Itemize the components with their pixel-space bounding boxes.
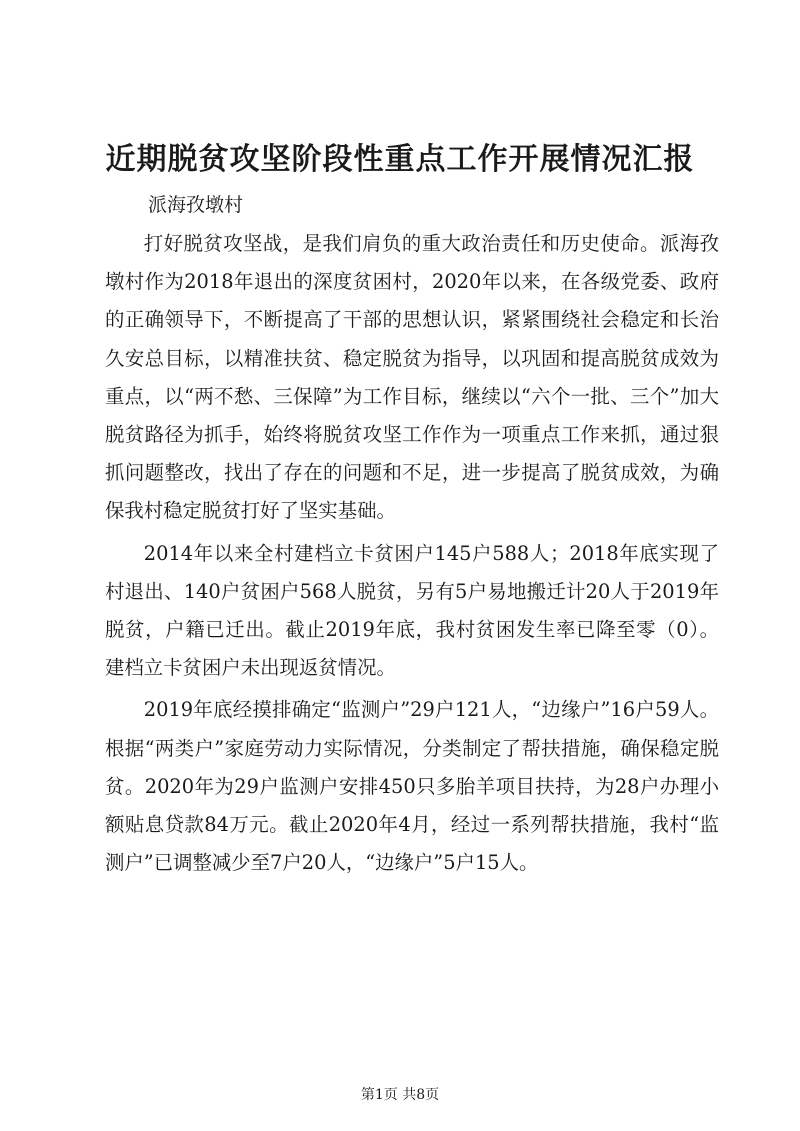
document-title: 近期脱贫攻坚阶段性重点工作开展情况汇报 bbox=[105, 142, 695, 177]
paragraph: 2019年底经摸排确定“监测户”29户121人，“边缘户”16户59人。根据“两类户”家庭劳动力实际情况，分类制定了帮扶措施，确保稳定脱贫。2020年为29户监测户安排450只多胎羊项目扶持，为28户办理小额贴息贷款84万元。截止2020年4月，经过一系列帮扶措施，我村“监测户”已调整减少至7户20人，“边缘户”5户15人。 bbox=[105, 698, 719, 875]
document-body bbox=[105, 225, 719, 882]
document-author: 派海孜墩村 bbox=[148, 194, 244, 216]
page-footer: 第1页 共8页 bbox=[360, 1087, 440, 1103]
paragraph: 2014年以来全村建档立卡贫困户145户588人；2018年底实现了村退出、140户贫困户568人脱贫，另有5户易地搬迁计20人于2019年脱贫，户籍已迁出。截止2019年底，我村贫困发生率已降至零（0）。建档立卡贫困户未出现返贫情况。 bbox=[105, 541, 719, 680]
paragraph: 打好脱贫攻坚战，是我们肩负的重大政治责任和历史使命。派海孜墩村作为2018年退出的深度贫困村，2020年以来，在各级党委、政府的正确领导下，不断提高了干部的思想认识，紧紧围绕社会稳定和长治久安总目标，以精准扶贫、稳定脱贫为指导，以巩固和提高脱贫成效为重点，以“两不愁、三保障”为工作目标，继续以“六个一批、三个”加大脱贫路径为抓手，始终将脱贫攻坚工作作为一项重点工作来抓，通过狠抓问题整改，找出了存在的问题和不足，进一步提高了脱贫成效，为确保我村稳定脱贫打好了坚实基础。 bbox=[105, 232, 719, 523]
